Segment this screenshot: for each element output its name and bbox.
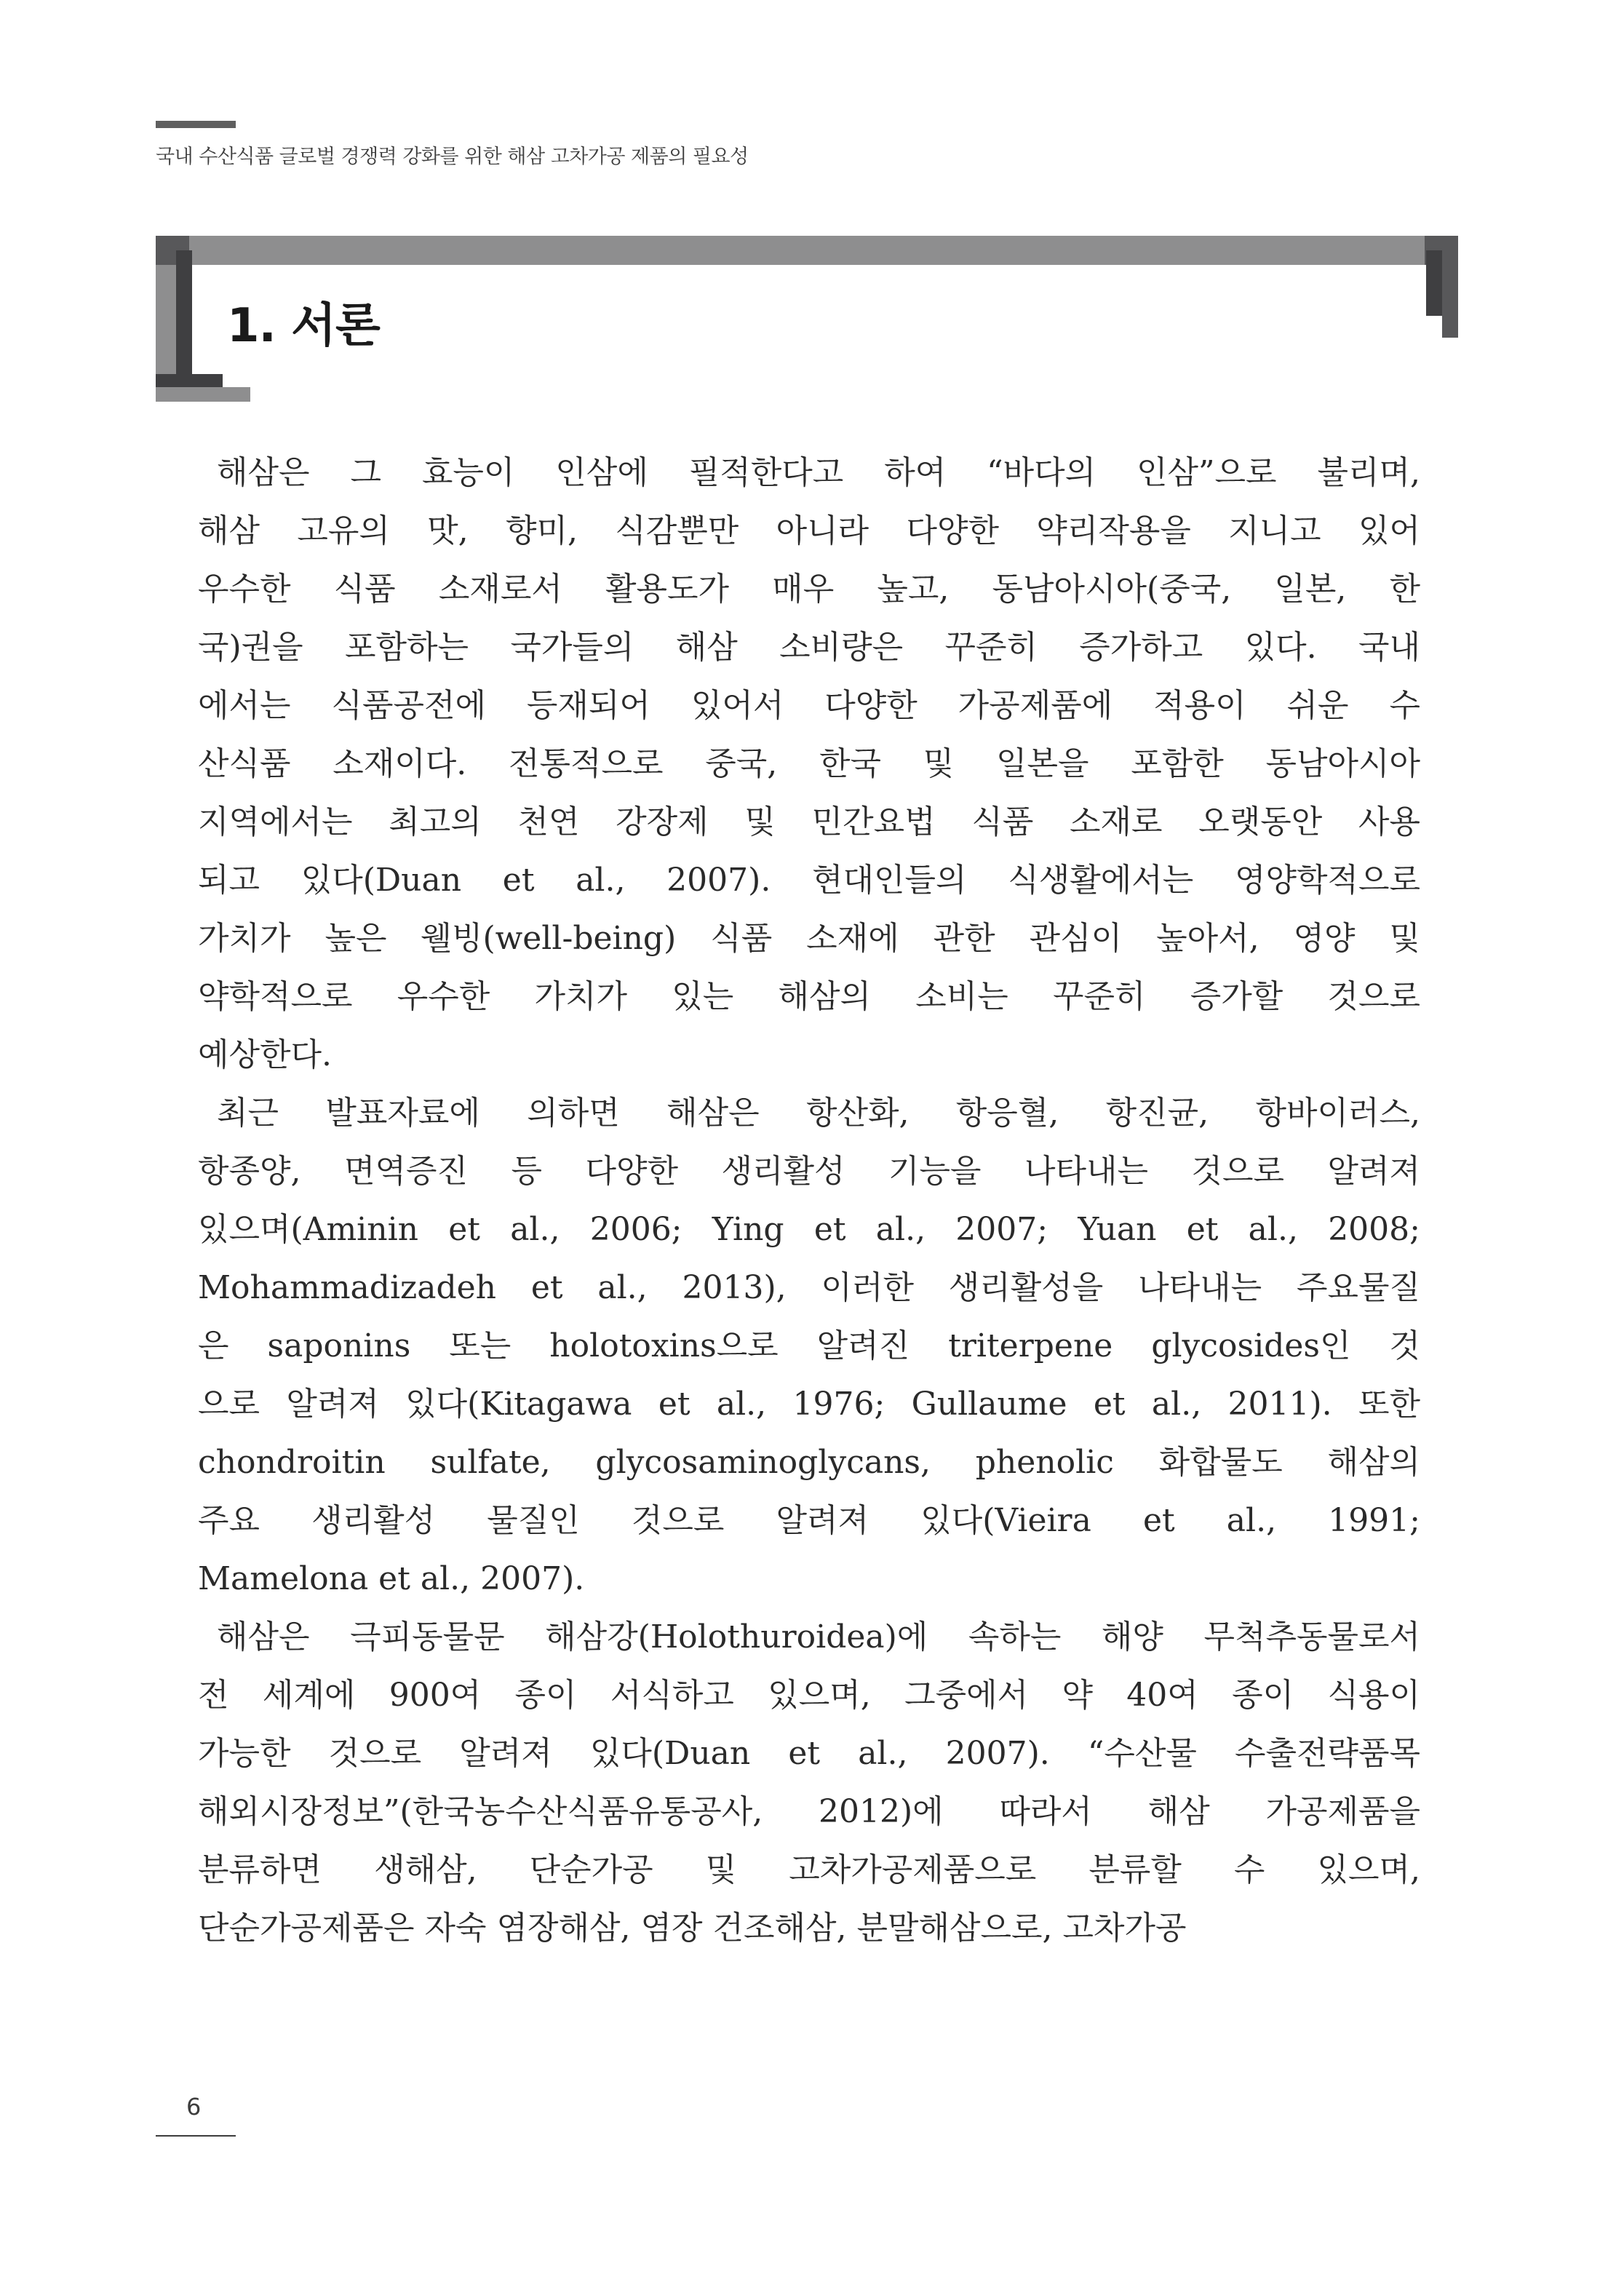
paragraph [198, 444, 1420, 1084]
page-number: 6 [186, 2093, 202, 2121]
text-line: 지역에서는 최고의 천연 강장제 및 민간요법 식품 소재로 오랫동안 사용 [198, 803, 1420, 841]
text-line: 항종양, 면역증진 등 다양한 생리활성 기능을 나타내는 것으로 알려져 [198, 1153, 1420, 1190]
text-line: 가능한 것으로 알려져 있다(Duan et al., 2007). “수산물 수출전략품목 [198, 1735, 1420, 1772]
text-line: 최근 발표자료에 의하면 해삼은 항산화, 항응혈, 항진균, 항바이러스, [217, 1094, 1420, 1132]
section-title: 1. 서론 [227, 299, 380, 353]
text-line: 해외시장정보”(한국농수산식품유통공사, 2012)에 따라서 해삼 가공제품을 [198, 1793, 1420, 1830]
frame-top-bar [189, 236, 1425, 265]
text-line: 해삼은 그 효능이 인삼에 필적한다고 하여 “바다의 인삼”으로 불리며, [217, 454, 1420, 491]
text-line: 국)권을 포함하는 국가들의 해삼 소비량은 꾸준히 증가하고 있다. 국내 [198, 629, 1420, 666]
body-text [198, 444, 1420, 1958]
frame-right-bar-light [1442, 265, 1458, 338]
text-line: 해삼 고유의 맛, 향미, 식감뿐만 아니라 다양한 약리작용을 지니고 있어 [198, 512, 1420, 549]
text-line: chondroitin sulfate, glycosaminoglycans, phenolic 화합물도 해삼의 [198, 1444, 1420, 1481]
text-line: 주요 생리활성 물질인 것으로 알려져 있다(Vieira et al., 1991; [198, 1502, 1420, 1539]
frame-left-bar-dark [176, 250, 192, 374]
paragraph [198, 1084, 1420, 1608]
text-line: 단순가공제품은 자숙 염장해삼, 염장 건조해삼, 분말해삼으로, 고차가공 [198, 1910, 1187, 1947]
text-line: 은 saponins 또는 holotoxins으로 알려진 triterpene glycosides인 것 [198, 1327, 1420, 1364]
text-line: 산식품 소재이다. 전통적으로 중국, 한국 및 일본을 포함한 동남아시아 [198, 745, 1420, 782]
text-line: 우수한 식품 소재로서 활용도가 매우 높고, 동남아시아(중국, 일본, 한 [198, 571, 1420, 608]
text-line: Mamelona et al., 2007). [198, 1560, 585, 1597]
text-line: 되고 있다(Duan et al., 2007). 현대인들의 식생활에서는 영양학적으로 [198, 862, 1420, 899]
text-line: 에서는 식품공전에 등재되어 있어서 다양한 가공제품에 적용이 쉬운 수 [198, 687, 1420, 724]
footer-rule [156, 2135, 236, 2137]
text-line: 전 세계에 900여 종이 서식하고 있으며, 그중에서 약 40여 종이 식용이 [198, 1677, 1420, 1714]
running-header: 국내 수산식품 글로벌 경쟁력 강화를 위한 해삼 고차가공 제품의 필요성 [156, 146, 749, 168]
frame-right-bar-dark [1426, 250, 1442, 316]
header-rule [156, 121, 236, 128]
text-line: 약학적으로 우수한 가치가 있는 해삼의 소비는 꾸준히 증가할 것으로 [198, 978, 1420, 1015]
text-line: 으로 알려져 있다(Kitagawa et al., 1976; Gullaume et al., 2011). 또한 [198, 1386, 1420, 1423]
text-line: 예상한다. [198, 1036, 333, 1073]
frame-left-bar-light [156, 265, 176, 389]
text-line: Mohammadizadeh et al., 2013), 이러한 생리활성을 나타내는 주요물질 [198, 1269, 1420, 1306]
frame-bottom-light [156, 387, 250, 402]
text-line: 있으며(Aminin et al., 2006; Ying et al., 2007; Yuan et al., 2008; [198, 1211, 1420, 1248]
text-line: 분류하면 생해삼, 단순가공 및 고차가공제품으로 분류할 수 있으며, [198, 1851, 1420, 1888]
paragraph [198, 1608, 1420, 1958]
text-line: 해삼은 극피동물문 해삼강(Holothuroidea)에 속하는 해양 무척추동물로서 [217, 1618, 1420, 1656]
frame-bottom-dark [156, 374, 223, 387]
text-line: 가치가 높은 웰빙(well-being) 식품 소재에 관한 관심이 높아서, 영양 및 [198, 920, 1420, 957]
